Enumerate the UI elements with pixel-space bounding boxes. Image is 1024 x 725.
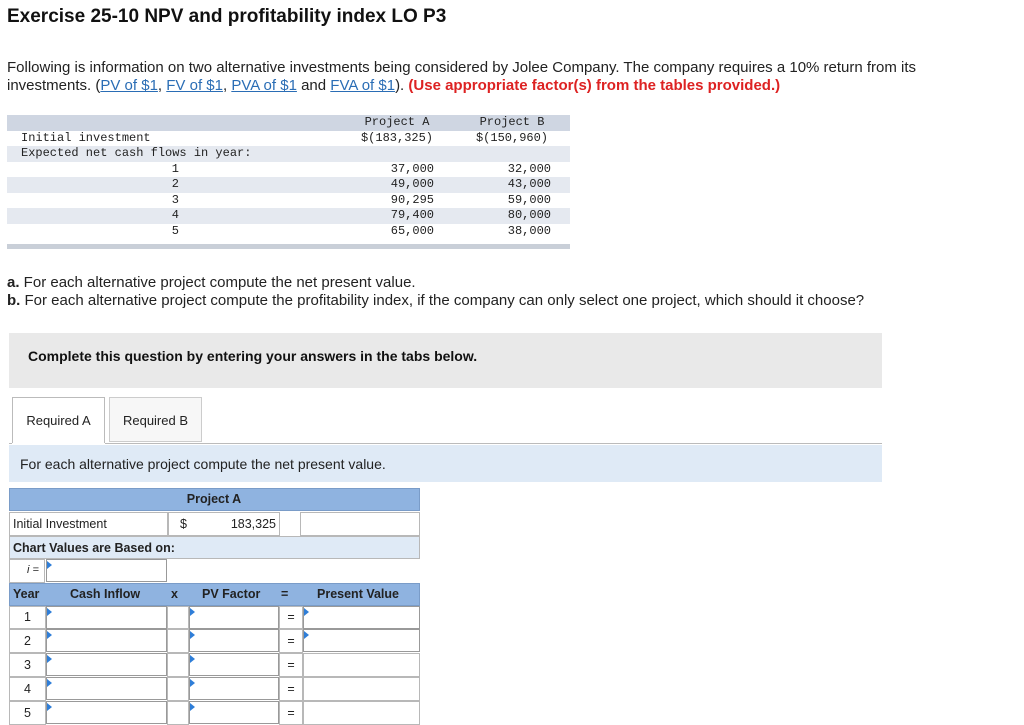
flow-b-cell: 80,000 bbox=[507, 208, 551, 222]
initial-investment-label: Initial Investment bbox=[13, 517, 107, 531]
question-b bbox=[7, 292, 864, 310]
cash-inflow-input[interactable] bbox=[46, 653, 167, 676]
pv-factor-input[interactable] bbox=[189, 677, 279, 700]
factor-instruction: (Use appropriate factor(s) from the tables provided.) bbox=[408, 77, 781, 94]
fv-of-1-link[interactable]: FV of $1 bbox=[166, 77, 223, 94]
page-title: Exercise 25-10 NPV and profitability index LO P3 bbox=[7, 6, 447, 27]
header-project-a: Project A bbox=[364, 115, 430, 129]
year-cell: 4 bbox=[171, 208, 179, 222]
fva-of-1-link[interactable]: FVA of $1 bbox=[330, 77, 396, 94]
pva-of-1-link[interactable]: PVA of $1 bbox=[231, 77, 297, 94]
present-value-input[interactable] bbox=[303, 629, 420, 652]
separator: , bbox=[157, 77, 167, 94]
equals-cell: = bbox=[279, 629, 303, 653]
times-cell bbox=[167, 677, 189, 701]
equals-cell: = bbox=[279, 677, 303, 701]
year-cell: 4 bbox=[9, 677, 46, 701]
col-year: Year bbox=[13, 587, 40, 601]
initial-a-value: $(183,325) bbox=[360, 130, 433, 145]
initial-investment-label: Initial investment bbox=[21, 130, 151, 145]
present-value-input[interactable] bbox=[303, 606, 420, 629]
intro-text: Following is information on two alternative investments being considered by Jolee Company. The company requires a 10% return from its investments. ( bbox=[7, 59, 917, 94]
times-cell bbox=[167, 701, 189, 725]
separator: ). bbox=[395, 77, 409, 94]
question-a-text: For each alternative project compute the net present value. bbox=[19, 274, 416, 291]
project-header: Project A bbox=[186, 492, 242, 506]
times-cell bbox=[167, 606, 189, 629]
initial-investment-row bbox=[7, 131, 570, 147]
table-row bbox=[7, 193, 570, 209]
table-row bbox=[7, 224, 570, 240]
col-times: x bbox=[171, 587, 178, 601]
table-bottom-rule bbox=[7, 244, 570, 249]
flow-a-cell: 79,400 bbox=[390, 208, 434, 222]
question-b-text: For each alternative project compute the profitability index, if the company can only select one project, which should it choose? bbox=[20, 292, 865, 309]
year-cell: 5 bbox=[9, 701, 46, 725]
rate-input[interactable] bbox=[46, 559, 167, 582]
pv-factor-input[interactable] bbox=[189, 701, 279, 724]
separator: and bbox=[296, 77, 331, 94]
flow-a-cell: 65,000 bbox=[390, 223, 434, 238]
equals-cell: = bbox=[279, 653, 303, 677]
tab-prompt bbox=[9, 445, 882, 482]
year-cell: 1 bbox=[171, 161, 179, 176]
table-row bbox=[7, 208, 570, 224]
chart-values-label: Chart Values are Based on: bbox=[13, 541, 175, 555]
times-cell bbox=[167, 629, 189, 653]
year-cell: 2 bbox=[171, 177, 179, 191]
equals-cell: = bbox=[279, 606, 303, 629]
pv-factor-input[interactable] bbox=[189, 629, 279, 652]
flows-label: Expected net cash flows in year: bbox=[21, 146, 252, 160]
header-project-b: Project B bbox=[479, 115, 545, 129]
table-row bbox=[7, 162, 570, 178]
tab-required-b[interactable]: Required B bbox=[109, 397, 202, 442]
question-b-prefix: b. bbox=[7, 292, 21, 309]
year-cell: 3 bbox=[9, 653, 46, 677]
tab-prompt-text: For each alternative project compute the net present value. bbox=[20, 456, 386, 472]
tab-divider bbox=[9, 443, 12, 444]
col-cash-inflow: Cash Inflow bbox=[70, 587, 141, 601]
flow-a-cell: 90,295 bbox=[390, 192, 434, 207]
i-label: i = bbox=[27, 564, 39, 576]
question-a bbox=[7, 274, 864, 292]
year-cell: 5 bbox=[171, 223, 179, 238]
pv-factor-input[interactable] bbox=[189, 653, 279, 676]
cash-inflow-input[interactable] bbox=[46, 629, 167, 652]
instruction-banner bbox=[9, 333, 882, 388]
cash-inflow-input[interactable] bbox=[46, 606, 167, 629]
year-cell: 1 bbox=[9, 606, 46, 629]
tab-divider bbox=[105, 443, 882, 444]
cash-inflow-input[interactable] bbox=[46, 677, 167, 700]
present-value-cell bbox=[303, 701, 420, 725]
investment-data-table bbox=[7, 115, 570, 239]
flow-b-cell: 43,000 bbox=[507, 177, 551, 191]
cash-inflow-input[interactable] bbox=[46, 701, 167, 724]
intro-paragraph bbox=[7, 59, 997, 95]
equals-cell: = bbox=[279, 701, 303, 725]
question-a-prefix: a. bbox=[7, 274, 20, 291]
flow-b-cell: 59,000 bbox=[507, 192, 551, 207]
pv-of-1-link[interactable]: PV of $1 bbox=[100, 77, 158, 94]
flow-b-cell: 38,000 bbox=[507, 223, 551, 238]
table-header-row bbox=[7, 115, 570, 131]
separator: , bbox=[222, 77, 232, 94]
year-cell: 2 bbox=[9, 629, 46, 653]
blank-cell bbox=[300, 512, 420, 536]
flow-a-cell: 37,000 bbox=[390, 161, 434, 176]
initial-b-value: $(150,960) bbox=[475, 130, 548, 145]
times-cell bbox=[167, 653, 189, 677]
flow-b-cell: 32,000 bbox=[507, 161, 551, 176]
currency-symbol: $ bbox=[180, 517, 187, 531]
present-value-cell bbox=[303, 653, 420, 677]
col-equals: = bbox=[281, 587, 289, 601]
tab-required-a[interactable]: Required A bbox=[12, 397, 105, 443]
col-present-value: Present Value bbox=[317, 587, 399, 601]
col-pv-factor: PV Factor bbox=[202, 587, 261, 601]
present-value-cell bbox=[303, 677, 420, 701]
flows-label-row bbox=[7, 146, 570, 162]
flow-a-cell: 49,000 bbox=[390, 177, 434, 191]
question-list bbox=[7, 274, 864, 310]
initial-investment-value: 183,325 bbox=[230, 517, 276, 531]
table-row bbox=[7, 177, 570, 193]
instruction-text: Complete this question by entering your answers in the tabs below. bbox=[28, 348, 478, 364]
year-cell: 3 bbox=[171, 192, 179, 207]
pv-factor-input[interactable] bbox=[189, 606, 279, 629]
